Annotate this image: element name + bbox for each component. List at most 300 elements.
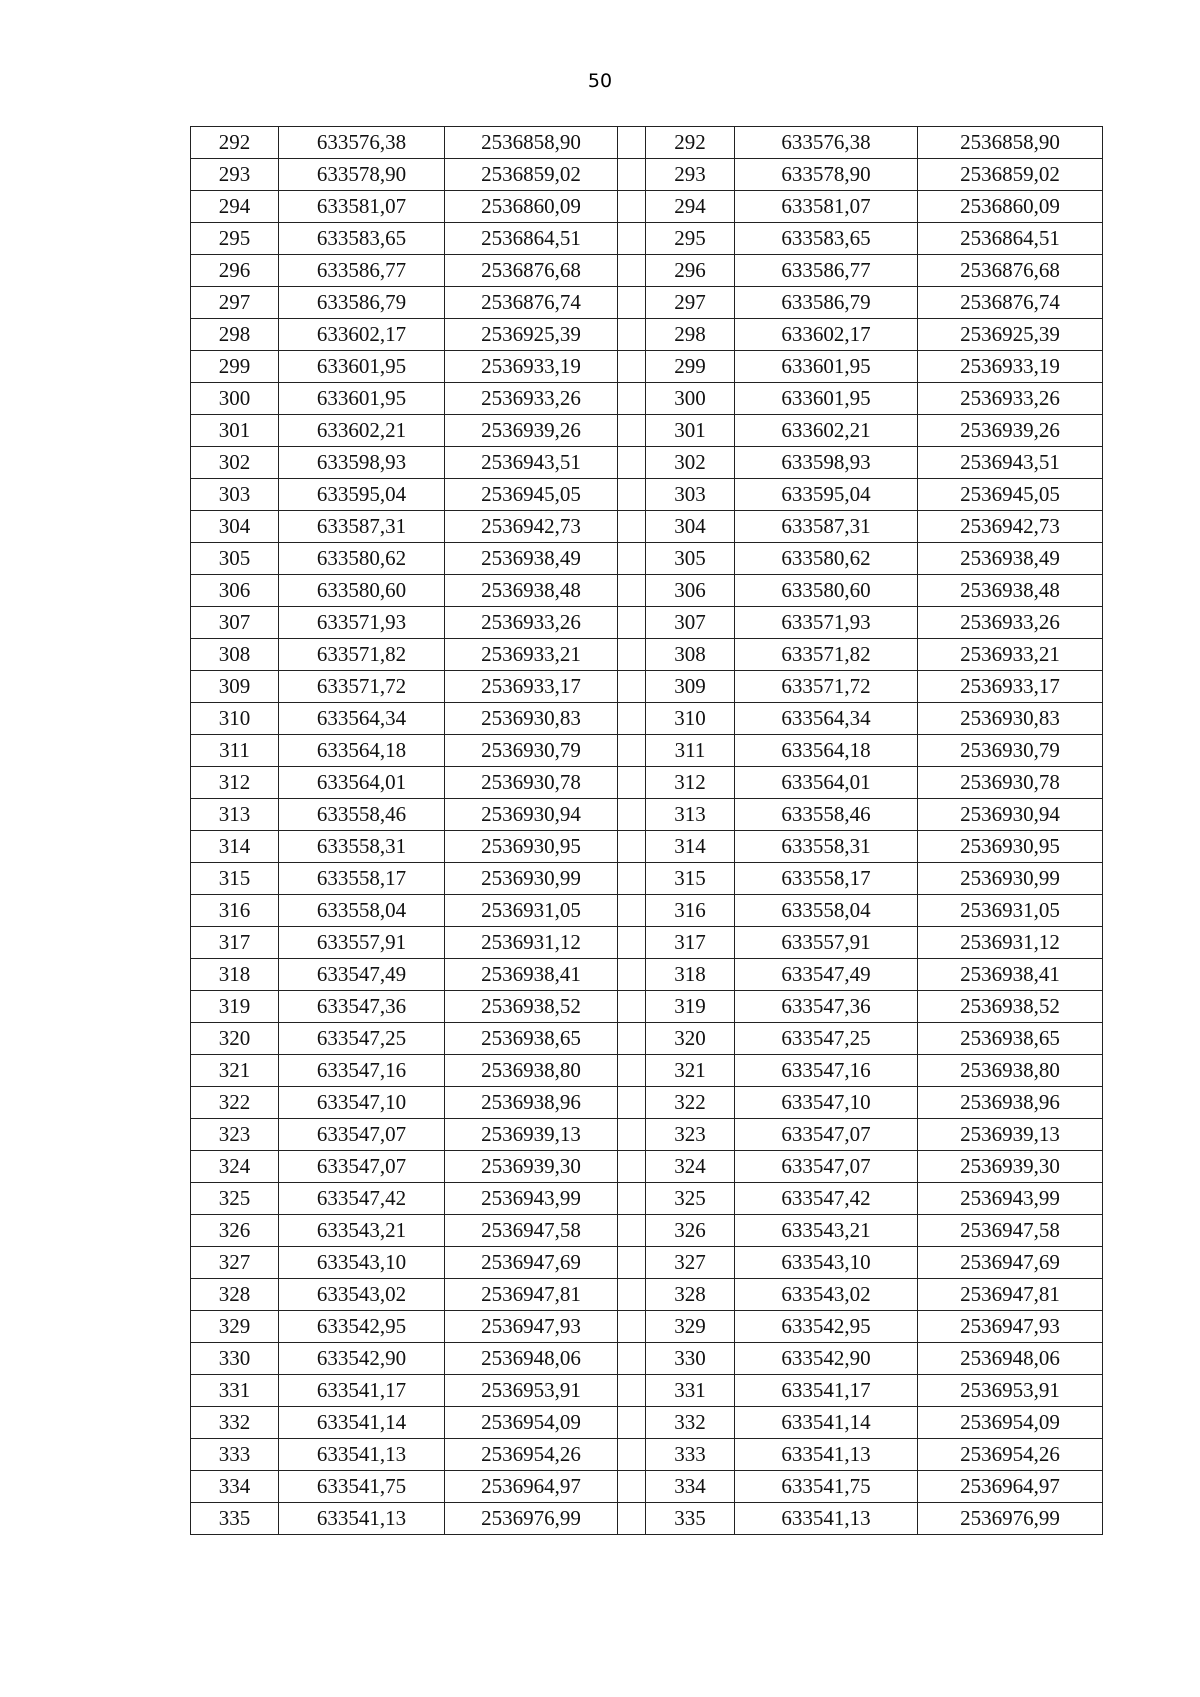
right-point-number-cell: 318 (646, 959, 735, 991)
table-row (191, 511, 1103, 543)
right-y-coordinate-cell: 2536933,26 (918, 383, 1103, 415)
left-x-coordinate-cell: 633564,34 (279, 703, 445, 735)
left-y-coordinate-cell: 2536938,49 (445, 543, 618, 575)
separator-cell (618, 1247, 646, 1279)
right-point-number-cell: 321 (646, 1055, 735, 1087)
left-x-coordinate-cell: 633541,17 (279, 1375, 445, 1407)
left-x-coordinate-cell: 633542,95 (279, 1311, 445, 1343)
left-x-coordinate-cell: 633547,36 (279, 991, 445, 1023)
left-point-number-cell: 332 (191, 1407, 279, 1439)
separator-cell (618, 1151, 646, 1183)
right-point-number-cell: 311 (646, 735, 735, 767)
separator-cell (618, 1023, 646, 1055)
right-y-coordinate-cell: 2536876,68 (918, 255, 1103, 287)
right-point-number-cell: 292 (646, 127, 735, 159)
right-x-coordinate-cell: 633547,10 (735, 1087, 918, 1119)
right-point-number-cell: 324 (646, 1151, 735, 1183)
left-x-coordinate-cell: 633581,07 (279, 191, 445, 223)
right-x-coordinate-cell: 633547,07 (735, 1119, 918, 1151)
table-row (191, 927, 1103, 959)
left-point-number-cell: 307 (191, 607, 279, 639)
left-x-coordinate-cell: 633547,42 (279, 1183, 445, 1215)
right-point-number-cell: 327 (646, 1247, 735, 1279)
right-point-number-cell: 316 (646, 895, 735, 927)
table-row (191, 639, 1103, 671)
table-row (191, 735, 1103, 767)
separator-cell (618, 767, 646, 799)
right-y-coordinate-cell: 2536930,99 (918, 863, 1103, 895)
right-x-coordinate-cell: 633541,75 (735, 1471, 918, 1503)
right-y-coordinate-cell: 2536948,06 (918, 1343, 1103, 1375)
left-point-number-cell: 325 (191, 1183, 279, 1215)
left-y-coordinate-cell: 2536859,02 (445, 159, 618, 191)
right-x-coordinate-cell: 633583,65 (735, 223, 918, 255)
table-row (191, 1343, 1103, 1375)
left-y-coordinate-cell: 2536964,97 (445, 1471, 618, 1503)
separator-cell (618, 959, 646, 991)
coordinates-table (190, 126, 1103, 1535)
table-row (191, 1311, 1103, 1343)
left-x-coordinate-cell: 633598,93 (279, 447, 445, 479)
left-point-number-cell: 293 (191, 159, 279, 191)
separator-cell (618, 703, 646, 735)
left-x-coordinate-cell: 633543,21 (279, 1215, 445, 1247)
left-x-coordinate-cell: 633547,25 (279, 1023, 445, 1055)
table-row (191, 799, 1103, 831)
right-point-number-cell: 312 (646, 767, 735, 799)
right-x-coordinate-cell: 633564,18 (735, 735, 918, 767)
left-x-coordinate-cell: 633571,93 (279, 607, 445, 639)
table-row (191, 415, 1103, 447)
right-y-coordinate-cell: 2536947,93 (918, 1311, 1103, 1343)
right-x-coordinate-cell: 633543,02 (735, 1279, 918, 1311)
right-x-coordinate-cell: 633571,82 (735, 639, 918, 671)
right-x-coordinate-cell: 633578,90 (735, 159, 918, 191)
right-x-coordinate-cell: 633543,10 (735, 1247, 918, 1279)
left-y-coordinate-cell: 2536925,39 (445, 319, 618, 351)
left-y-coordinate-cell: 2536933,17 (445, 671, 618, 703)
table-row (191, 671, 1103, 703)
right-point-number-cell: 326 (646, 1215, 735, 1247)
table-row (191, 447, 1103, 479)
right-y-coordinate-cell: 2536945,05 (918, 479, 1103, 511)
right-y-coordinate-cell: 2536939,26 (918, 415, 1103, 447)
separator-cell (618, 575, 646, 607)
left-x-coordinate-cell: 633547,07 (279, 1119, 445, 1151)
right-point-number-cell: 328 (646, 1279, 735, 1311)
right-point-number-cell: 330 (646, 1343, 735, 1375)
left-point-number-cell: 299 (191, 351, 279, 383)
left-y-coordinate-cell: 2536930,95 (445, 831, 618, 863)
right-point-number-cell: 331 (646, 1375, 735, 1407)
right-x-coordinate-cell: 633564,01 (735, 767, 918, 799)
right-y-coordinate-cell: 2536939,30 (918, 1151, 1103, 1183)
right-point-number-cell: 334 (646, 1471, 735, 1503)
right-point-number-cell: 314 (646, 831, 735, 863)
left-y-coordinate-cell: 2536953,91 (445, 1375, 618, 1407)
right-y-coordinate-cell: 2536938,65 (918, 1023, 1103, 1055)
left-x-coordinate-cell: 633602,17 (279, 319, 445, 351)
left-x-coordinate-cell: 633580,60 (279, 575, 445, 607)
left-point-number-cell: 297 (191, 287, 279, 319)
right-point-number-cell: 298 (646, 319, 735, 351)
separator-cell (618, 863, 646, 895)
left-x-coordinate-cell: 633547,07 (279, 1151, 445, 1183)
separator-cell (618, 1087, 646, 1119)
left-y-coordinate-cell: 2536948,06 (445, 1343, 618, 1375)
right-y-coordinate-cell: 2536954,09 (918, 1407, 1103, 1439)
left-x-coordinate-cell: 633558,17 (279, 863, 445, 895)
table-row (191, 1055, 1103, 1087)
left-x-coordinate-cell: 633571,82 (279, 639, 445, 671)
left-point-number-cell: 296 (191, 255, 279, 287)
table-row (191, 351, 1103, 383)
right-point-number-cell: 333 (646, 1439, 735, 1471)
right-x-coordinate-cell: 633587,31 (735, 511, 918, 543)
left-y-coordinate-cell: 2536938,80 (445, 1055, 618, 1087)
left-x-coordinate-cell: 633586,79 (279, 287, 445, 319)
right-x-coordinate-cell: 633541,14 (735, 1407, 918, 1439)
left-point-number-cell: 326 (191, 1215, 279, 1247)
right-point-number-cell: 315 (646, 863, 735, 895)
right-point-number-cell: 303 (646, 479, 735, 511)
left-y-coordinate-cell: 2536947,93 (445, 1311, 618, 1343)
left-x-coordinate-cell: 633576,38 (279, 127, 445, 159)
table-row (191, 1023, 1103, 1055)
right-y-coordinate-cell: 2536925,39 (918, 319, 1103, 351)
table-row (191, 223, 1103, 255)
separator-cell (618, 895, 646, 927)
left-x-coordinate-cell: 633602,21 (279, 415, 445, 447)
table-row (191, 991, 1103, 1023)
left-x-coordinate-cell: 633547,10 (279, 1087, 445, 1119)
separator-cell (618, 383, 646, 415)
separator-cell (618, 831, 646, 863)
left-point-number-cell: 292 (191, 127, 279, 159)
right-x-coordinate-cell: 633558,17 (735, 863, 918, 895)
left-point-number-cell: 311 (191, 735, 279, 767)
right-point-number-cell: 296 (646, 255, 735, 287)
left-point-number-cell: 309 (191, 671, 279, 703)
right-y-coordinate-cell: 2536933,21 (918, 639, 1103, 671)
left-y-coordinate-cell: 2536939,26 (445, 415, 618, 447)
left-point-number-cell: 335 (191, 1503, 279, 1535)
left-x-coordinate-cell: 633558,31 (279, 831, 445, 863)
right-y-coordinate-cell: 2536933,26 (918, 607, 1103, 639)
separator-cell (618, 543, 646, 575)
right-point-number-cell: 329 (646, 1311, 735, 1343)
right-y-coordinate-cell: 2536964,97 (918, 1471, 1103, 1503)
right-x-coordinate-cell: 633580,62 (735, 543, 918, 575)
table-row (191, 1119, 1103, 1151)
right-point-number-cell: 335 (646, 1503, 735, 1535)
left-point-number-cell: 300 (191, 383, 279, 415)
table-row (191, 1087, 1103, 1119)
right-x-coordinate-cell: 633558,31 (735, 831, 918, 863)
right-point-number-cell: 297 (646, 287, 735, 319)
left-point-number-cell: 313 (191, 799, 279, 831)
left-y-coordinate-cell: 2536930,99 (445, 863, 618, 895)
left-y-coordinate-cell: 2536945,05 (445, 479, 618, 511)
table-row (191, 191, 1103, 223)
table-row (191, 287, 1103, 319)
right-point-number-cell: 313 (646, 799, 735, 831)
left-y-coordinate-cell: 2536943,51 (445, 447, 618, 479)
separator-cell (618, 1471, 646, 1503)
right-x-coordinate-cell: 633542,90 (735, 1343, 918, 1375)
separator-cell (618, 671, 646, 703)
left-x-coordinate-cell: 633541,14 (279, 1407, 445, 1439)
left-y-coordinate-cell: 2536860,09 (445, 191, 618, 223)
left-point-number-cell: 321 (191, 1055, 279, 1087)
left-x-coordinate-cell: 633578,90 (279, 159, 445, 191)
table-row (191, 127, 1103, 159)
right-y-coordinate-cell: 2536931,05 (918, 895, 1103, 927)
separator-cell (618, 1407, 646, 1439)
right-x-coordinate-cell: 633601,95 (735, 351, 918, 383)
right-x-coordinate-cell: 633564,34 (735, 703, 918, 735)
left-y-coordinate-cell: 2536930,94 (445, 799, 618, 831)
right-y-coordinate-cell: 2536930,83 (918, 703, 1103, 735)
right-y-coordinate-cell: 2536930,79 (918, 735, 1103, 767)
left-point-number-cell: 319 (191, 991, 279, 1023)
separator-cell (618, 991, 646, 1023)
left-x-coordinate-cell: 633543,02 (279, 1279, 445, 1311)
left-x-coordinate-cell: 633571,72 (279, 671, 445, 703)
separator-cell (618, 1439, 646, 1471)
left-point-number-cell: 329 (191, 1311, 279, 1343)
left-y-coordinate-cell: 2536930,78 (445, 767, 618, 799)
right-y-coordinate-cell: 2536943,99 (918, 1183, 1103, 1215)
right-point-number-cell: 305 (646, 543, 735, 575)
left-x-coordinate-cell: 633558,46 (279, 799, 445, 831)
left-point-number-cell: 334 (191, 1471, 279, 1503)
right-x-coordinate-cell: 633602,21 (735, 415, 918, 447)
separator-cell (618, 1503, 646, 1535)
right-y-coordinate-cell: 2536930,95 (918, 831, 1103, 863)
left-point-number-cell: 303 (191, 479, 279, 511)
right-x-coordinate-cell: 633547,42 (735, 1183, 918, 1215)
separator-cell (618, 1279, 646, 1311)
right-x-coordinate-cell: 633547,25 (735, 1023, 918, 1055)
table-row (191, 383, 1103, 415)
left-x-coordinate-cell: 633564,01 (279, 767, 445, 799)
separator-cell (618, 1119, 646, 1151)
right-y-coordinate-cell: 2536953,91 (918, 1375, 1103, 1407)
left-point-number-cell: 330 (191, 1343, 279, 1375)
separator-cell (618, 735, 646, 767)
left-y-coordinate-cell: 2536876,74 (445, 287, 618, 319)
table-row (191, 543, 1103, 575)
table-row (191, 831, 1103, 863)
left-x-coordinate-cell: 633595,04 (279, 479, 445, 511)
left-point-number-cell: 304 (191, 511, 279, 543)
left-y-coordinate-cell: 2536858,90 (445, 127, 618, 159)
left-point-number-cell: 308 (191, 639, 279, 671)
left-point-number-cell: 316 (191, 895, 279, 927)
table-row (191, 479, 1103, 511)
table-row (191, 319, 1103, 351)
separator-cell (618, 223, 646, 255)
separator-cell (618, 287, 646, 319)
right-x-coordinate-cell: 633601,95 (735, 383, 918, 415)
right-x-coordinate-cell: 633547,16 (735, 1055, 918, 1087)
right-y-coordinate-cell: 2536947,69 (918, 1247, 1103, 1279)
right-point-number-cell: 325 (646, 1183, 735, 1215)
left-point-number-cell: 327 (191, 1247, 279, 1279)
right-y-coordinate-cell: 2536938,80 (918, 1055, 1103, 1087)
right-x-coordinate-cell: 633541,13 (735, 1503, 918, 1535)
left-y-coordinate-cell: 2536947,69 (445, 1247, 618, 1279)
left-point-number-cell: 301 (191, 415, 279, 447)
left-y-coordinate-cell: 2536930,83 (445, 703, 618, 735)
right-x-coordinate-cell: 633547,36 (735, 991, 918, 1023)
left-point-number-cell: 295 (191, 223, 279, 255)
left-x-coordinate-cell: 633587,31 (279, 511, 445, 543)
separator-cell (618, 255, 646, 287)
left-x-coordinate-cell: 633547,16 (279, 1055, 445, 1087)
table-row (191, 255, 1103, 287)
table-row (191, 767, 1103, 799)
right-point-number-cell: 299 (646, 351, 735, 383)
right-x-coordinate-cell: 633598,93 (735, 447, 918, 479)
left-y-coordinate-cell: 2536947,58 (445, 1215, 618, 1247)
left-y-coordinate-cell: 2536938,52 (445, 991, 618, 1023)
left-x-coordinate-cell: 633586,77 (279, 255, 445, 287)
right-y-coordinate-cell: 2536931,12 (918, 927, 1103, 959)
table-row (191, 959, 1103, 991)
page-number: 50 (587, 70, 613, 92)
separator-cell (618, 511, 646, 543)
right-y-coordinate-cell: 2536938,41 (918, 959, 1103, 991)
table-row (191, 863, 1103, 895)
table-row (191, 1183, 1103, 1215)
table-row (191, 1471, 1103, 1503)
right-y-coordinate-cell: 2536947,81 (918, 1279, 1103, 1311)
right-y-coordinate-cell: 2536858,90 (918, 127, 1103, 159)
separator-cell (618, 191, 646, 223)
left-y-coordinate-cell: 2536864,51 (445, 223, 618, 255)
left-y-coordinate-cell: 2536933,26 (445, 607, 618, 639)
left-y-coordinate-cell: 2536938,48 (445, 575, 618, 607)
left-x-coordinate-cell: 633601,95 (279, 351, 445, 383)
left-y-coordinate-cell: 2536976,99 (445, 1503, 618, 1535)
left-x-coordinate-cell: 633583,65 (279, 223, 445, 255)
right-x-coordinate-cell: 633571,93 (735, 607, 918, 639)
left-x-coordinate-cell: 633601,95 (279, 383, 445, 415)
right-y-coordinate-cell: 2536938,52 (918, 991, 1103, 1023)
separator-cell (618, 799, 646, 831)
left-x-coordinate-cell: 633558,04 (279, 895, 445, 927)
right-point-number-cell: 306 (646, 575, 735, 607)
separator-cell (618, 351, 646, 383)
left-x-coordinate-cell: 633580,62 (279, 543, 445, 575)
left-point-number-cell: 312 (191, 767, 279, 799)
table-row (191, 1503, 1103, 1535)
right-x-coordinate-cell: 633586,79 (735, 287, 918, 319)
right-point-number-cell: 293 (646, 159, 735, 191)
table-row (191, 607, 1103, 639)
right-x-coordinate-cell: 633558,46 (735, 799, 918, 831)
left-point-number-cell: 314 (191, 831, 279, 863)
left-x-coordinate-cell: 633557,91 (279, 927, 445, 959)
right-y-coordinate-cell: 2536864,51 (918, 223, 1103, 255)
left-point-number-cell: 328 (191, 1279, 279, 1311)
right-point-number-cell: 304 (646, 511, 735, 543)
right-point-number-cell: 310 (646, 703, 735, 735)
table-row (191, 159, 1103, 191)
right-x-coordinate-cell: 633541,17 (735, 1375, 918, 1407)
left-x-coordinate-cell: 633547,49 (279, 959, 445, 991)
right-point-number-cell: 319 (646, 991, 735, 1023)
left-y-coordinate-cell: 2536931,12 (445, 927, 618, 959)
separator-cell (618, 1183, 646, 1215)
right-point-number-cell: 322 (646, 1087, 735, 1119)
right-point-number-cell: 295 (646, 223, 735, 255)
table-row (191, 575, 1103, 607)
right-y-coordinate-cell: 2536938,48 (918, 575, 1103, 607)
right-y-coordinate-cell: 2536876,74 (918, 287, 1103, 319)
separator-cell (618, 1311, 646, 1343)
right-x-coordinate-cell: 633541,13 (735, 1439, 918, 1471)
left-point-number-cell: 306 (191, 575, 279, 607)
right-y-coordinate-cell: 2536930,78 (918, 767, 1103, 799)
separator-cell (618, 319, 646, 351)
separator-cell (618, 1215, 646, 1247)
right-y-coordinate-cell: 2536938,49 (918, 543, 1103, 575)
left-x-coordinate-cell: 633541,75 (279, 1471, 445, 1503)
separator-cell (618, 415, 646, 447)
left-point-number-cell: 298 (191, 319, 279, 351)
right-point-number-cell: 309 (646, 671, 735, 703)
separator-cell (618, 639, 646, 671)
right-point-number-cell: 308 (646, 639, 735, 671)
left-x-coordinate-cell: 633542,90 (279, 1343, 445, 1375)
right-x-coordinate-cell: 633580,60 (735, 575, 918, 607)
left-x-coordinate-cell: 633541,13 (279, 1503, 445, 1535)
left-y-coordinate-cell: 2536939,30 (445, 1151, 618, 1183)
left-point-number-cell: 322 (191, 1087, 279, 1119)
coordinates-table-body (191, 127, 1103, 1535)
separator-cell (618, 927, 646, 959)
right-x-coordinate-cell: 633571,72 (735, 671, 918, 703)
left-point-number-cell: 323 (191, 1119, 279, 1151)
left-y-coordinate-cell: 2536938,65 (445, 1023, 618, 1055)
right-x-coordinate-cell: 633595,04 (735, 479, 918, 511)
right-y-coordinate-cell: 2536954,26 (918, 1439, 1103, 1471)
table-row (191, 1439, 1103, 1471)
right-x-coordinate-cell: 633558,04 (735, 895, 918, 927)
left-point-number-cell: 324 (191, 1151, 279, 1183)
table-row (191, 1247, 1103, 1279)
table-row (191, 1151, 1103, 1183)
right-x-coordinate-cell: 633542,95 (735, 1311, 918, 1343)
separator-cell (618, 127, 646, 159)
left-point-number-cell: 305 (191, 543, 279, 575)
left-point-number-cell: 331 (191, 1375, 279, 1407)
right-y-coordinate-cell: 2536943,51 (918, 447, 1103, 479)
left-point-number-cell: 333 (191, 1439, 279, 1471)
right-point-number-cell: 332 (646, 1407, 735, 1439)
right-point-number-cell: 323 (646, 1119, 735, 1151)
right-point-number-cell: 320 (646, 1023, 735, 1055)
right-x-coordinate-cell: 633581,07 (735, 191, 918, 223)
right-point-number-cell: 307 (646, 607, 735, 639)
left-y-coordinate-cell: 2536930,79 (445, 735, 618, 767)
table-row (191, 1375, 1103, 1407)
right-y-coordinate-cell: 2536860,09 (918, 191, 1103, 223)
right-y-coordinate-cell: 2536976,99 (918, 1503, 1103, 1535)
